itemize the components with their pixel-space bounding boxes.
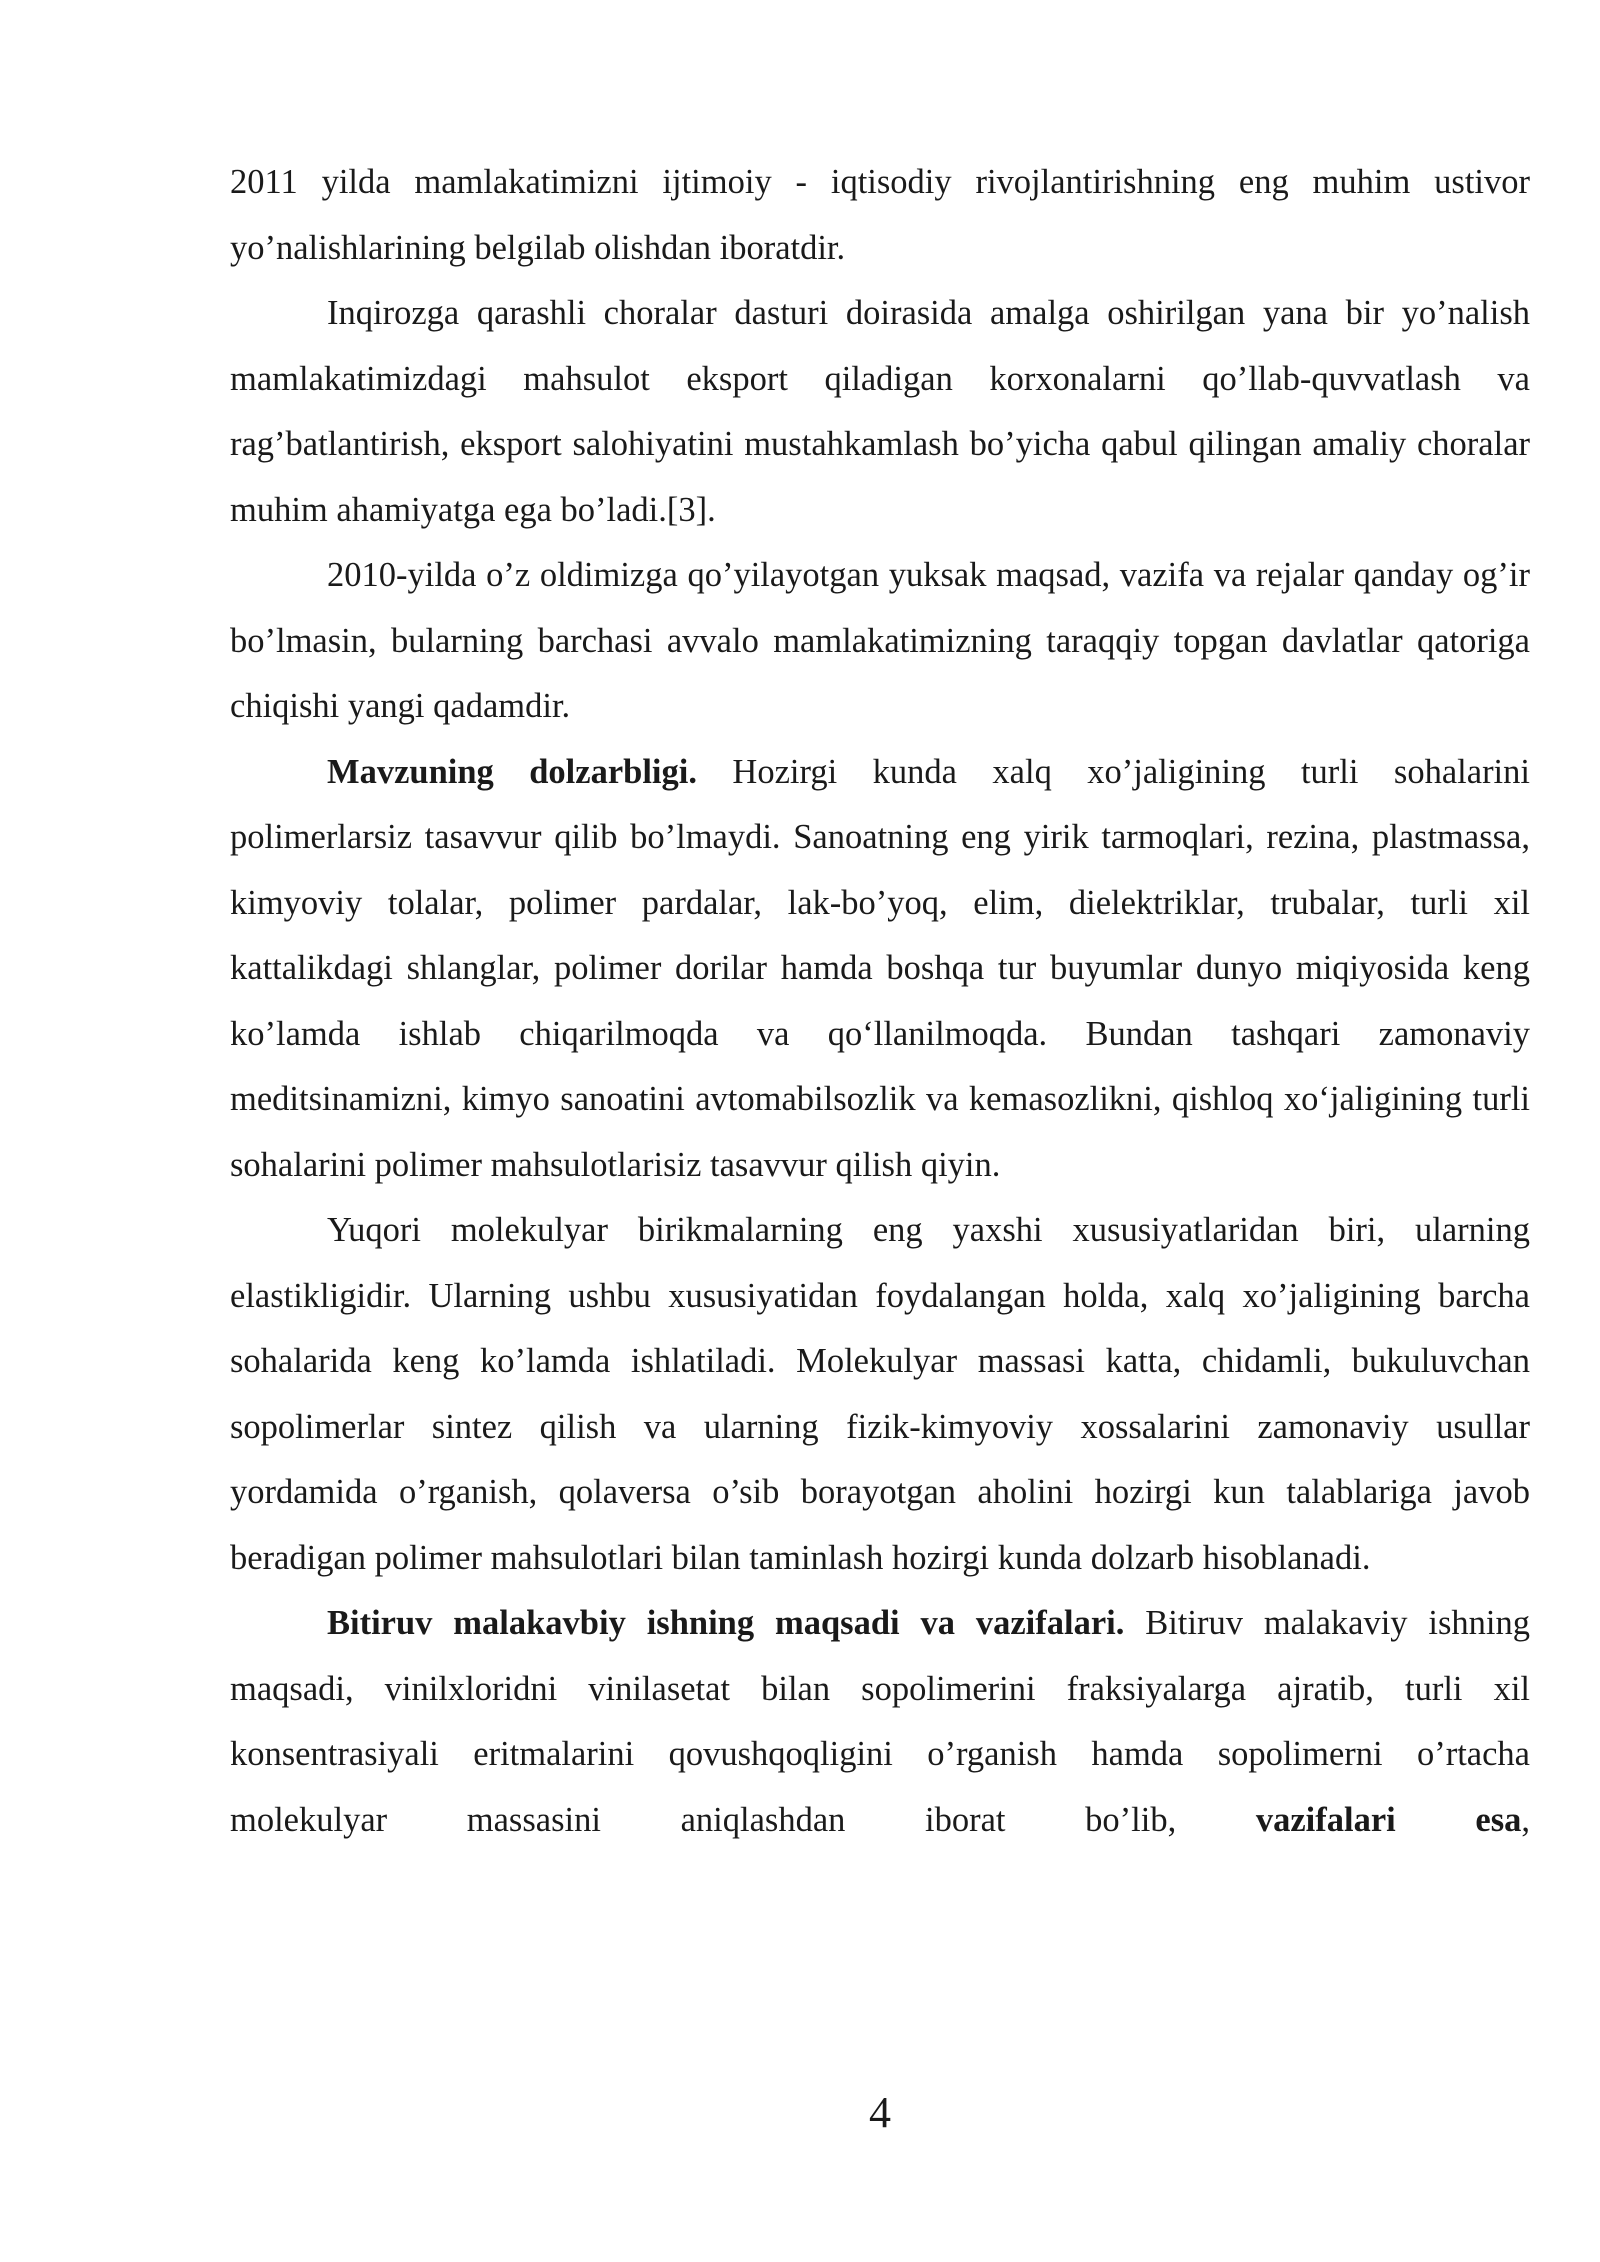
paragraph-4: Mavzuning dolzarbligi. Hozirgi kunda xalq xo’jaligining turli sohalarini polimerlarsiz tasavvur qilib bo’lmaydi. Sanoatning eng yirik tarmoqlari, rezina, plastmassa, kimyoviy tolalar, polimer pardalar, lak-bo’yoq, elim, dielektriklar, trubalar, turli xil kattalikdagi shlanglar, polimer dorilar hamda boshqa tur buyumlar dunyo miqiyosida keng ko’lamda ishlab chiqarilmoqda va qo‘llanilmoqda. Bundan tashqari zamonaviy meditsinamizni, kimyo sanoatini avtomabilsozlik va kemasozlikni, qishloq xo‘jaligining turli sohalarini polimer mahsulotlarisiz tasavvur qilish qiyin. (230, 752, 1530, 1184)
body-text (230, 150, 1530, 1853)
section-heading-relevance: Mavzuning dolzarbligi. (327, 752, 697, 791)
paragraph-6: Bitiruv malakavbiy ishning maqsadi va vazifalari. Bitiruv malakaviy ishning maqsadi, vinilxloridni vinilasetat bilan sopolimerini fraksiyalarga ajratib, turli xil konsentrasiyali eritmalarini qovushqoqligini o’rganish hamda sopolimerni o’rtacha molekulyar massasini aniqlashdan iborat bo’lib, vazifalari esa, (230, 1604, 1531, 1839)
tasks-label: vazifalari esa (1255, 1800, 1522, 1839)
paragraph-1: 2011 yilda mamlakatimizni ijtimoiy - iqtisodiy rivojlantirishning eng muhim ustivor yo’nalishlarining belgilab olishdan iboratdir. (230, 163, 1530, 267)
paragraph-5: Yuqori molekulyar birikmalarning eng yaxshi xususiyatlaridan biri, ularning elastikligidir. Ularning ushbu xususiyatidan foydalangan holda, xalq xo’jaligining barcha sohalarida keng ko’lamda ishlatiladi. Molekulyar massasi katta, chidamli, bukuluvchan sopolimerlar sintez qilish va ularning fizik-kimyoviy xossalarini zamonaviy usullar yordamida o’rganish, qolaversa o’sib borayotgan aholini hozirgi kun talablariga javob beradigan polimer mahsulotlari bilan taminlash hozirgi kunda dolzarb hisoblanadi. (230, 1211, 1530, 1577)
page-number: 4 (869, 2088, 891, 2137)
paragraph-2: Inqirozga qarashli choralar dasturi doirasida amalga oshirilgan yana bir yo’nalish mamlakatimizdagi mahsulot eksport qiladigan korxonalarni qo’llab-quvvatlash va rag’batlantirish, eksport salohiyatini mustahkamlash bo’yicha qabul qilingan amaliy choralar muhim ahamiyatga ega bo’ladi.[3]. (230, 294, 1530, 529)
section-heading-goals: Bitiruv malakavbiy ishning maqsadi va vazifalari. (327, 1604, 1125, 1642)
paragraph-3: 2010-yilda o’z oldimizga qo’yilayotgan yuksak maqsad, vazifa va rejalar qanday og’ir bo’lmasin, bularning barchasi avvalo mamlakatimizning taraqqiy topgan davlatlar qatoriga chiqishi yangi qadamdir. (230, 556, 1530, 725)
